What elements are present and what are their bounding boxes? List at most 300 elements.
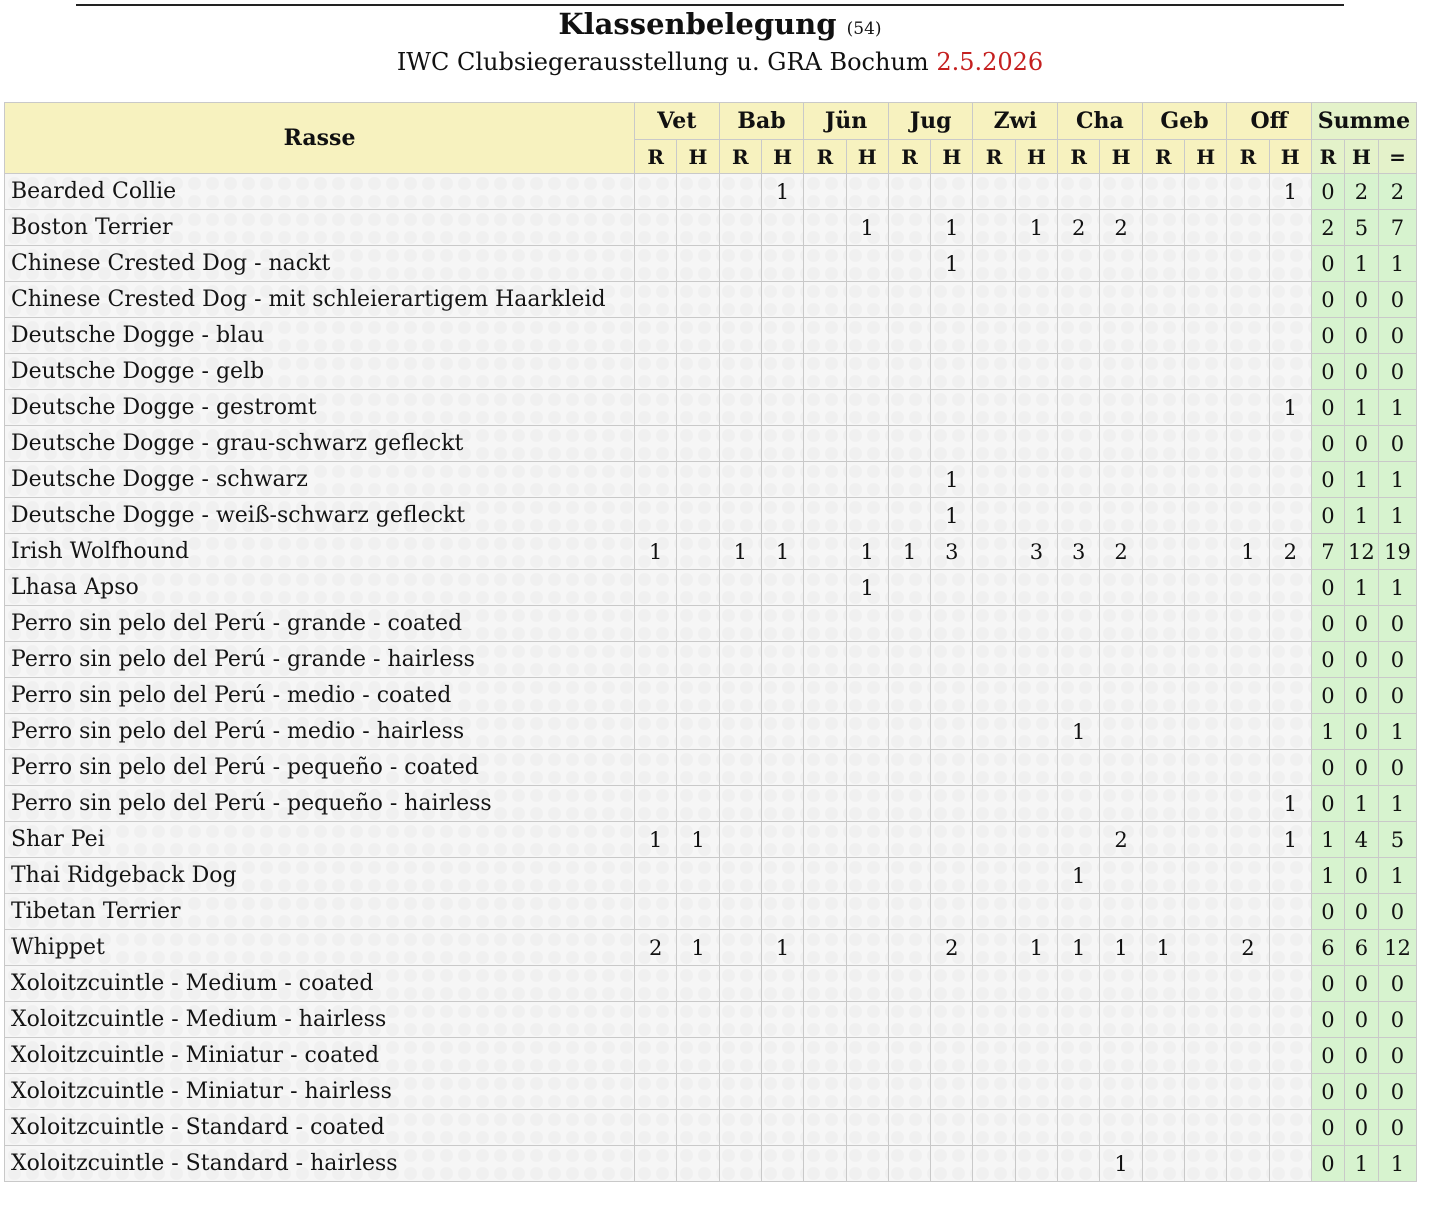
class-count-cell: 2	[1100, 534, 1142, 570]
class-count-cell	[846, 1038, 888, 1074]
class-count-cell	[931, 282, 973, 318]
class-count-cell	[1269, 606, 1311, 642]
class-count-cell: 2	[931, 930, 973, 966]
class-count-cell	[1015, 714, 1057, 750]
class-count-cell	[1015, 1038, 1057, 1074]
class-count-cell: 1	[1100, 930, 1142, 966]
class-count-cell	[1184, 498, 1226, 534]
class-count-cell	[1058, 354, 1100, 390]
class-count-cell	[1142, 894, 1184, 930]
page-subtitle	[0, 47, 1440, 77]
class-count-cell	[973, 354, 1015, 390]
class-count-cell	[719, 1074, 761, 1110]
header-sex: R	[1142, 140, 1184, 174]
header-class: Off	[1227, 103, 1312, 140]
class-count-cell	[761, 1038, 803, 1074]
header-row-classes	[5, 103, 1417, 140]
header-sex: R	[719, 140, 761, 174]
header-class: Cha	[1058, 103, 1143, 140]
header-class: Vet	[635, 103, 720, 140]
class-count-cell: 1	[1015, 210, 1057, 246]
class-count-cell	[1142, 1002, 1184, 1038]
class-count-cell	[1142, 1038, 1184, 1074]
sum-cell: 7	[1378, 210, 1416, 246]
breed-name: Xoloitzcuintle - Standard - coated	[5, 1110, 635, 1146]
class-count-cell	[1058, 786, 1100, 822]
class-entries-table	[4, 102, 1417, 1182]
class-count-cell	[761, 282, 803, 318]
class-count-cell	[1269, 462, 1311, 498]
sum-cell: 1	[1378, 1146, 1416, 1182]
class-count-cell	[973, 786, 1015, 822]
class-count-cell	[635, 714, 677, 750]
class-count-cell	[931, 318, 973, 354]
header-sex: H	[846, 140, 888, 174]
class-count-cell: 1	[931, 498, 973, 534]
class-count-cell	[635, 894, 677, 930]
class-count-cell	[973, 1038, 1015, 1074]
class-count-cell	[931, 570, 973, 606]
class-count-cell: 1	[1269, 822, 1311, 858]
class-count-cell	[1100, 894, 1142, 930]
breed-name: Perro sin pelo del Perú - grande - hairless	[5, 642, 635, 678]
class-count-cell	[635, 354, 677, 390]
class-count-cell	[677, 498, 719, 534]
class-count-cell	[931, 354, 973, 390]
class-count-cell	[1269, 570, 1311, 606]
class-count-cell	[931, 966, 973, 1002]
class-count-cell	[1142, 606, 1184, 642]
class-count-cell	[973, 282, 1015, 318]
header-sum-sub: =	[1378, 140, 1416, 174]
breed-name: Xoloitzcuintle - Medium - coated	[5, 966, 635, 1002]
class-count-cell	[888, 426, 930, 462]
class-count-cell	[719, 894, 761, 930]
class-count-cell	[804, 246, 846, 282]
sum-cell: 19	[1378, 534, 1416, 570]
class-count-cell: 1	[931, 246, 973, 282]
class-count-cell	[1269, 426, 1311, 462]
class-count-cell	[1058, 282, 1100, 318]
class-count-cell	[1058, 1002, 1100, 1038]
class-count-cell	[1142, 750, 1184, 786]
sum-cell: 2	[1378, 174, 1416, 210]
class-count-cell: 1	[931, 210, 973, 246]
class-count-cell	[888, 1110, 930, 1146]
class-count-cell	[677, 354, 719, 390]
class-count-cell	[888, 606, 930, 642]
sum-cell: 1	[1311, 858, 1344, 894]
title-text: Klassenbelegung	[558, 7, 837, 41]
sum-cell: 0	[1311, 174, 1344, 210]
class-count-cell	[846, 174, 888, 210]
class-count-cell	[677, 894, 719, 930]
class-count-cell	[973, 1074, 1015, 1110]
sum-cell: 0	[1311, 354, 1344, 390]
class-count-cell	[761, 246, 803, 282]
class-count-cell	[1184, 1146, 1226, 1182]
class-count-cell	[677, 1074, 719, 1110]
class-count-cell	[1058, 678, 1100, 714]
sum-cell: 0	[1344, 426, 1378, 462]
class-count-cell	[1058, 462, 1100, 498]
class-count-cell	[1058, 174, 1100, 210]
class-count-cell	[846, 282, 888, 318]
class-count-cell	[1269, 930, 1311, 966]
class-count-cell	[846, 390, 888, 426]
table-row	[5, 210, 1417, 246]
class-count-cell	[1227, 858, 1269, 894]
class-count-cell	[1227, 750, 1269, 786]
class-count-cell	[1058, 318, 1100, 354]
class-count-cell	[1227, 498, 1269, 534]
class-count-cell	[635, 462, 677, 498]
table-row	[5, 318, 1417, 354]
class-count-cell	[677, 426, 719, 462]
class-count-cell	[719, 498, 761, 534]
breed-name: Chinese Crested Dog - mit schleierartigem Haarkleid	[5, 282, 635, 318]
class-count-cell	[846, 714, 888, 750]
header-sex: R	[804, 140, 846, 174]
class-count-cell	[1227, 1074, 1269, 1110]
class-count-cell	[1015, 894, 1057, 930]
class-count-cell	[1269, 966, 1311, 1002]
class-count-cell	[761, 642, 803, 678]
class-count-cell	[677, 390, 719, 426]
sum-cell: 1	[1378, 246, 1416, 282]
class-count-cell	[1227, 246, 1269, 282]
sum-cell: 1	[1378, 462, 1416, 498]
class-count-cell	[804, 678, 846, 714]
class-count-cell	[888, 858, 930, 894]
breed-name: Xoloitzcuintle - Miniatur - hairless	[5, 1074, 635, 1110]
class-count-cell	[804, 534, 846, 570]
breed-name: Xoloitzcuintle - Standard - hairless	[5, 1146, 635, 1182]
class-count-cell	[677, 174, 719, 210]
class-count-cell	[635, 174, 677, 210]
breed-name: Xoloitzcuintle - Medium - hairless	[5, 1002, 635, 1038]
class-count-cell	[804, 714, 846, 750]
class-count-cell	[973, 1110, 1015, 1146]
class-count-cell	[1015, 1146, 1057, 1182]
class-count-cell	[1142, 858, 1184, 894]
class-count-cell	[1100, 426, 1142, 462]
class-count-cell	[1015, 1074, 1057, 1110]
class-count-cell	[846, 678, 888, 714]
class-count-cell	[1269, 714, 1311, 750]
class-count-cell	[1184, 1038, 1226, 1074]
class-count-cell	[1184, 858, 1226, 894]
sum-cell: 1	[1378, 858, 1416, 894]
class-count-cell	[1184, 390, 1226, 426]
event-name: IWC Clubsiegerausstellung u. GRA Bochum	[396, 48, 929, 76]
sum-cell: 1	[1344, 246, 1378, 282]
class-count-cell	[635, 282, 677, 318]
table-row	[5, 426, 1417, 462]
class-count-cell	[719, 318, 761, 354]
class-count-cell	[973, 318, 1015, 354]
class-count-cell: 1	[719, 534, 761, 570]
class-count-cell	[846, 786, 888, 822]
class-count-cell	[1015, 750, 1057, 786]
class-count-cell	[1227, 1038, 1269, 1074]
sum-cell: 6	[1311, 930, 1344, 966]
breed-name: Boston Terrier	[5, 210, 635, 246]
class-count-cell	[1015, 786, 1057, 822]
class-count-cell	[1100, 174, 1142, 210]
class-count-cell	[973, 858, 1015, 894]
class-count-cell	[846, 246, 888, 282]
sum-cell: 0	[1311, 282, 1344, 318]
class-count-cell: 2	[635, 930, 677, 966]
class-count-cell	[973, 750, 1015, 786]
class-count-cell	[846, 606, 888, 642]
class-count-cell	[931, 1002, 973, 1038]
breed-name: Lhasa Apso	[5, 570, 635, 606]
class-count-cell	[1227, 1110, 1269, 1146]
class-count-cell: 1	[1269, 390, 1311, 426]
class-count-cell	[677, 1110, 719, 1146]
class-count-cell	[1142, 318, 1184, 354]
class-count-cell	[888, 1146, 930, 1182]
class-count-cell	[1227, 390, 1269, 426]
class-count-cell	[1269, 282, 1311, 318]
class-count-cell	[719, 642, 761, 678]
class-count-cell	[1100, 498, 1142, 534]
class-count-cell: 1	[1015, 930, 1057, 966]
class-count-cell	[973, 642, 1015, 678]
class-count-cell	[719, 570, 761, 606]
class-count-cell	[677, 714, 719, 750]
class-count-cell	[1184, 210, 1226, 246]
class-count-cell: 1	[677, 930, 719, 966]
sum-cell: 0	[1378, 282, 1416, 318]
class-count-cell	[719, 822, 761, 858]
class-count-cell	[1227, 354, 1269, 390]
table-row	[5, 750, 1417, 786]
table-row	[5, 894, 1417, 930]
class-count-cell	[931, 750, 973, 786]
breed-name: Perro sin pelo del Perú - medio - coated	[5, 678, 635, 714]
class-count-cell	[635, 498, 677, 534]
class-count-cell	[1015, 390, 1057, 426]
class-count-cell	[804, 1110, 846, 1146]
class-count-cell	[1100, 606, 1142, 642]
class-count-cell	[719, 1038, 761, 1074]
sum-cell: 0	[1378, 678, 1416, 714]
sum-cell: 0	[1311, 1074, 1344, 1110]
sum-cell: 0	[1311, 1110, 1344, 1146]
class-count-cell	[1100, 390, 1142, 426]
class-count-cell: 2	[1058, 210, 1100, 246]
class-count-cell	[719, 858, 761, 894]
class-count-cell	[846, 462, 888, 498]
sum-cell: 5	[1344, 210, 1378, 246]
sum-cell: 0	[1344, 282, 1378, 318]
breed-name: Thai Ridgeback Dog	[5, 858, 635, 894]
sum-cell: 0	[1311, 1038, 1344, 1074]
class-count-cell: 3	[931, 534, 973, 570]
class-count-cell	[719, 282, 761, 318]
class-count-cell	[761, 1074, 803, 1110]
class-count-cell	[888, 822, 930, 858]
class-count-cell	[1100, 1074, 1142, 1110]
sum-cell: 0	[1344, 858, 1378, 894]
class-count-cell	[846, 966, 888, 1002]
class-count-cell	[804, 1038, 846, 1074]
class-count-cell	[888, 966, 930, 1002]
header-sex: R	[973, 140, 1015, 174]
class-count-cell	[973, 966, 1015, 1002]
class-count-cell	[635, 966, 677, 1002]
header-sum-sub: R	[1311, 140, 1344, 174]
class-count-cell: 1	[931, 462, 973, 498]
class-count-cell	[1227, 1146, 1269, 1182]
class-count-cell	[973, 534, 1015, 570]
class-count-cell	[973, 462, 1015, 498]
class-count-cell	[719, 1002, 761, 1038]
class-count-cell	[804, 750, 846, 786]
class-count-cell	[931, 1146, 973, 1182]
sum-cell: 12	[1344, 534, 1378, 570]
class-count-cell	[804, 642, 846, 678]
class-count-cell	[1100, 714, 1142, 750]
class-count-cell	[888, 174, 930, 210]
class-count-cell	[719, 750, 761, 786]
class-count-cell	[804, 318, 846, 354]
class-count-cell	[973, 930, 1015, 966]
class-count-cell	[719, 462, 761, 498]
class-count-cell	[1184, 1110, 1226, 1146]
class-count-cell	[846, 1002, 888, 1038]
table-row	[5, 174, 1417, 210]
class-count-cell	[1184, 426, 1226, 462]
class-count-cell	[804, 1002, 846, 1038]
class-count-cell	[1100, 570, 1142, 606]
class-count-cell	[846, 822, 888, 858]
class-count-cell	[973, 210, 1015, 246]
class-count-cell	[719, 390, 761, 426]
class-count-cell	[635, 390, 677, 426]
class-count-cell	[761, 1002, 803, 1038]
class-count-cell	[719, 606, 761, 642]
class-count-cell	[931, 678, 973, 714]
sum-cell: 1	[1344, 462, 1378, 498]
class-count-cell	[1227, 642, 1269, 678]
class-count-cell	[973, 390, 1015, 426]
class-count-cell	[931, 606, 973, 642]
sum-cell: 1	[1378, 570, 1416, 606]
class-count-cell	[888, 1074, 930, 1110]
class-count-cell	[1227, 894, 1269, 930]
event-date: 2.5.2026	[936, 48, 1044, 76]
class-count-cell	[888, 318, 930, 354]
class-count-cell	[1100, 1038, 1142, 1074]
breed-name: Deutsche Dogge - schwarz	[5, 462, 635, 498]
class-count-cell	[761, 426, 803, 462]
class-count-cell	[1227, 174, 1269, 210]
class-count-cell	[635, 858, 677, 894]
class-count-cell	[1015, 678, 1057, 714]
sum-cell: 5	[1378, 822, 1416, 858]
class-count-cell	[1015, 822, 1057, 858]
class-count-cell	[761, 498, 803, 534]
class-count-cell	[1184, 930, 1226, 966]
class-count-cell	[804, 930, 846, 966]
class-count-cell	[761, 606, 803, 642]
sum-cell: 0	[1344, 1074, 1378, 1110]
sum-cell: 12	[1378, 930, 1416, 966]
class-count-cell	[1142, 714, 1184, 750]
class-count-cell	[1100, 354, 1142, 390]
class-count-cell	[719, 966, 761, 1002]
breed-name: Chinese Crested Dog - nackt	[5, 246, 635, 282]
sum-cell: 0	[1311, 894, 1344, 930]
class-count-cell	[635, 246, 677, 282]
class-count-cell	[846, 1074, 888, 1110]
class-count-cell	[719, 786, 761, 822]
class-count-cell	[1142, 390, 1184, 426]
sum-cell: 0	[1344, 1110, 1378, 1146]
class-count-cell	[888, 462, 930, 498]
class-count-cell	[719, 1146, 761, 1182]
class-count-cell	[1058, 1074, 1100, 1110]
class-count-cell	[1015, 858, 1057, 894]
class-count-cell	[973, 570, 1015, 606]
breed-name: Perro sin pelo del Perú - medio - hairless	[5, 714, 635, 750]
class-count-cell	[1142, 570, 1184, 606]
class-count-cell: 1	[761, 930, 803, 966]
class-count-cell	[635, 570, 677, 606]
table-row	[5, 1110, 1417, 1146]
class-count-cell	[677, 750, 719, 786]
class-count-cell	[1269, 642, 1311, 678]
breed-name: Perro sin pelo del Perú - pequeño - hairless	[5, 786, 635, 822]
class-count-cell	[1142, 1110, 1184, 1146]
class-count-cell	[1015, 282, 1057, 318]
class-count-cell: 2	[1269, 534, 1311, 570]
class-count-cell	[804, 966, 846, 1002]
class-count-cell	[846, 318, 888, 354]
class-count-cell	[1015, 570, 1057, 606]
class-count-cell	[804, 282, 846, 318]
class-count-cell	[1184, 894, 1226, 930]
sum-cell: 1	[1344, 786, 1378, 822]
sum-cell: 7	[1311, 534, 1344, 570]
table-row	[5, 678, 1417, 714]
class-count-cell	[1015, 1110, 1057, 1146]
class-count-cell	[1100, 966, 1142, 1002]
class-count-cell	[804, 498, 846, 534]
class-count-cell	[1142, 642, 1184, 678]
class-count-cell	[635, 210, 677, 246]
class-count-cell	[1227, 570, 1269, 606]
page-header	[0, 4, 1440, 77]
class-count-cell	[973, 894, 1015, 930]
class-count-cell	[1142, 822, 1184, 858]
class-count-cell	[635, 1002, 677, 1038]
class-count-cell	[1269, 1038, 1311, 1074]
header-breed: Rasse	[5, 103, 635, 174]
class-count-cell	[1269, 1074, 1311, 1110]
class-count-cell	[1100, 318, 1142, 354]
class-count-cell	[888, 750, 930, 786]
class-count-cell	[635, 426, 677, 462]
table-row	[5, 1002, 1417, 1038]
class-count-cell	[973, 1002, 1015, 1038]
sum-cell: 0	[1311, 570, 1344, 606]
sum-cell: 0	[1378, 642, 1416, 678]
